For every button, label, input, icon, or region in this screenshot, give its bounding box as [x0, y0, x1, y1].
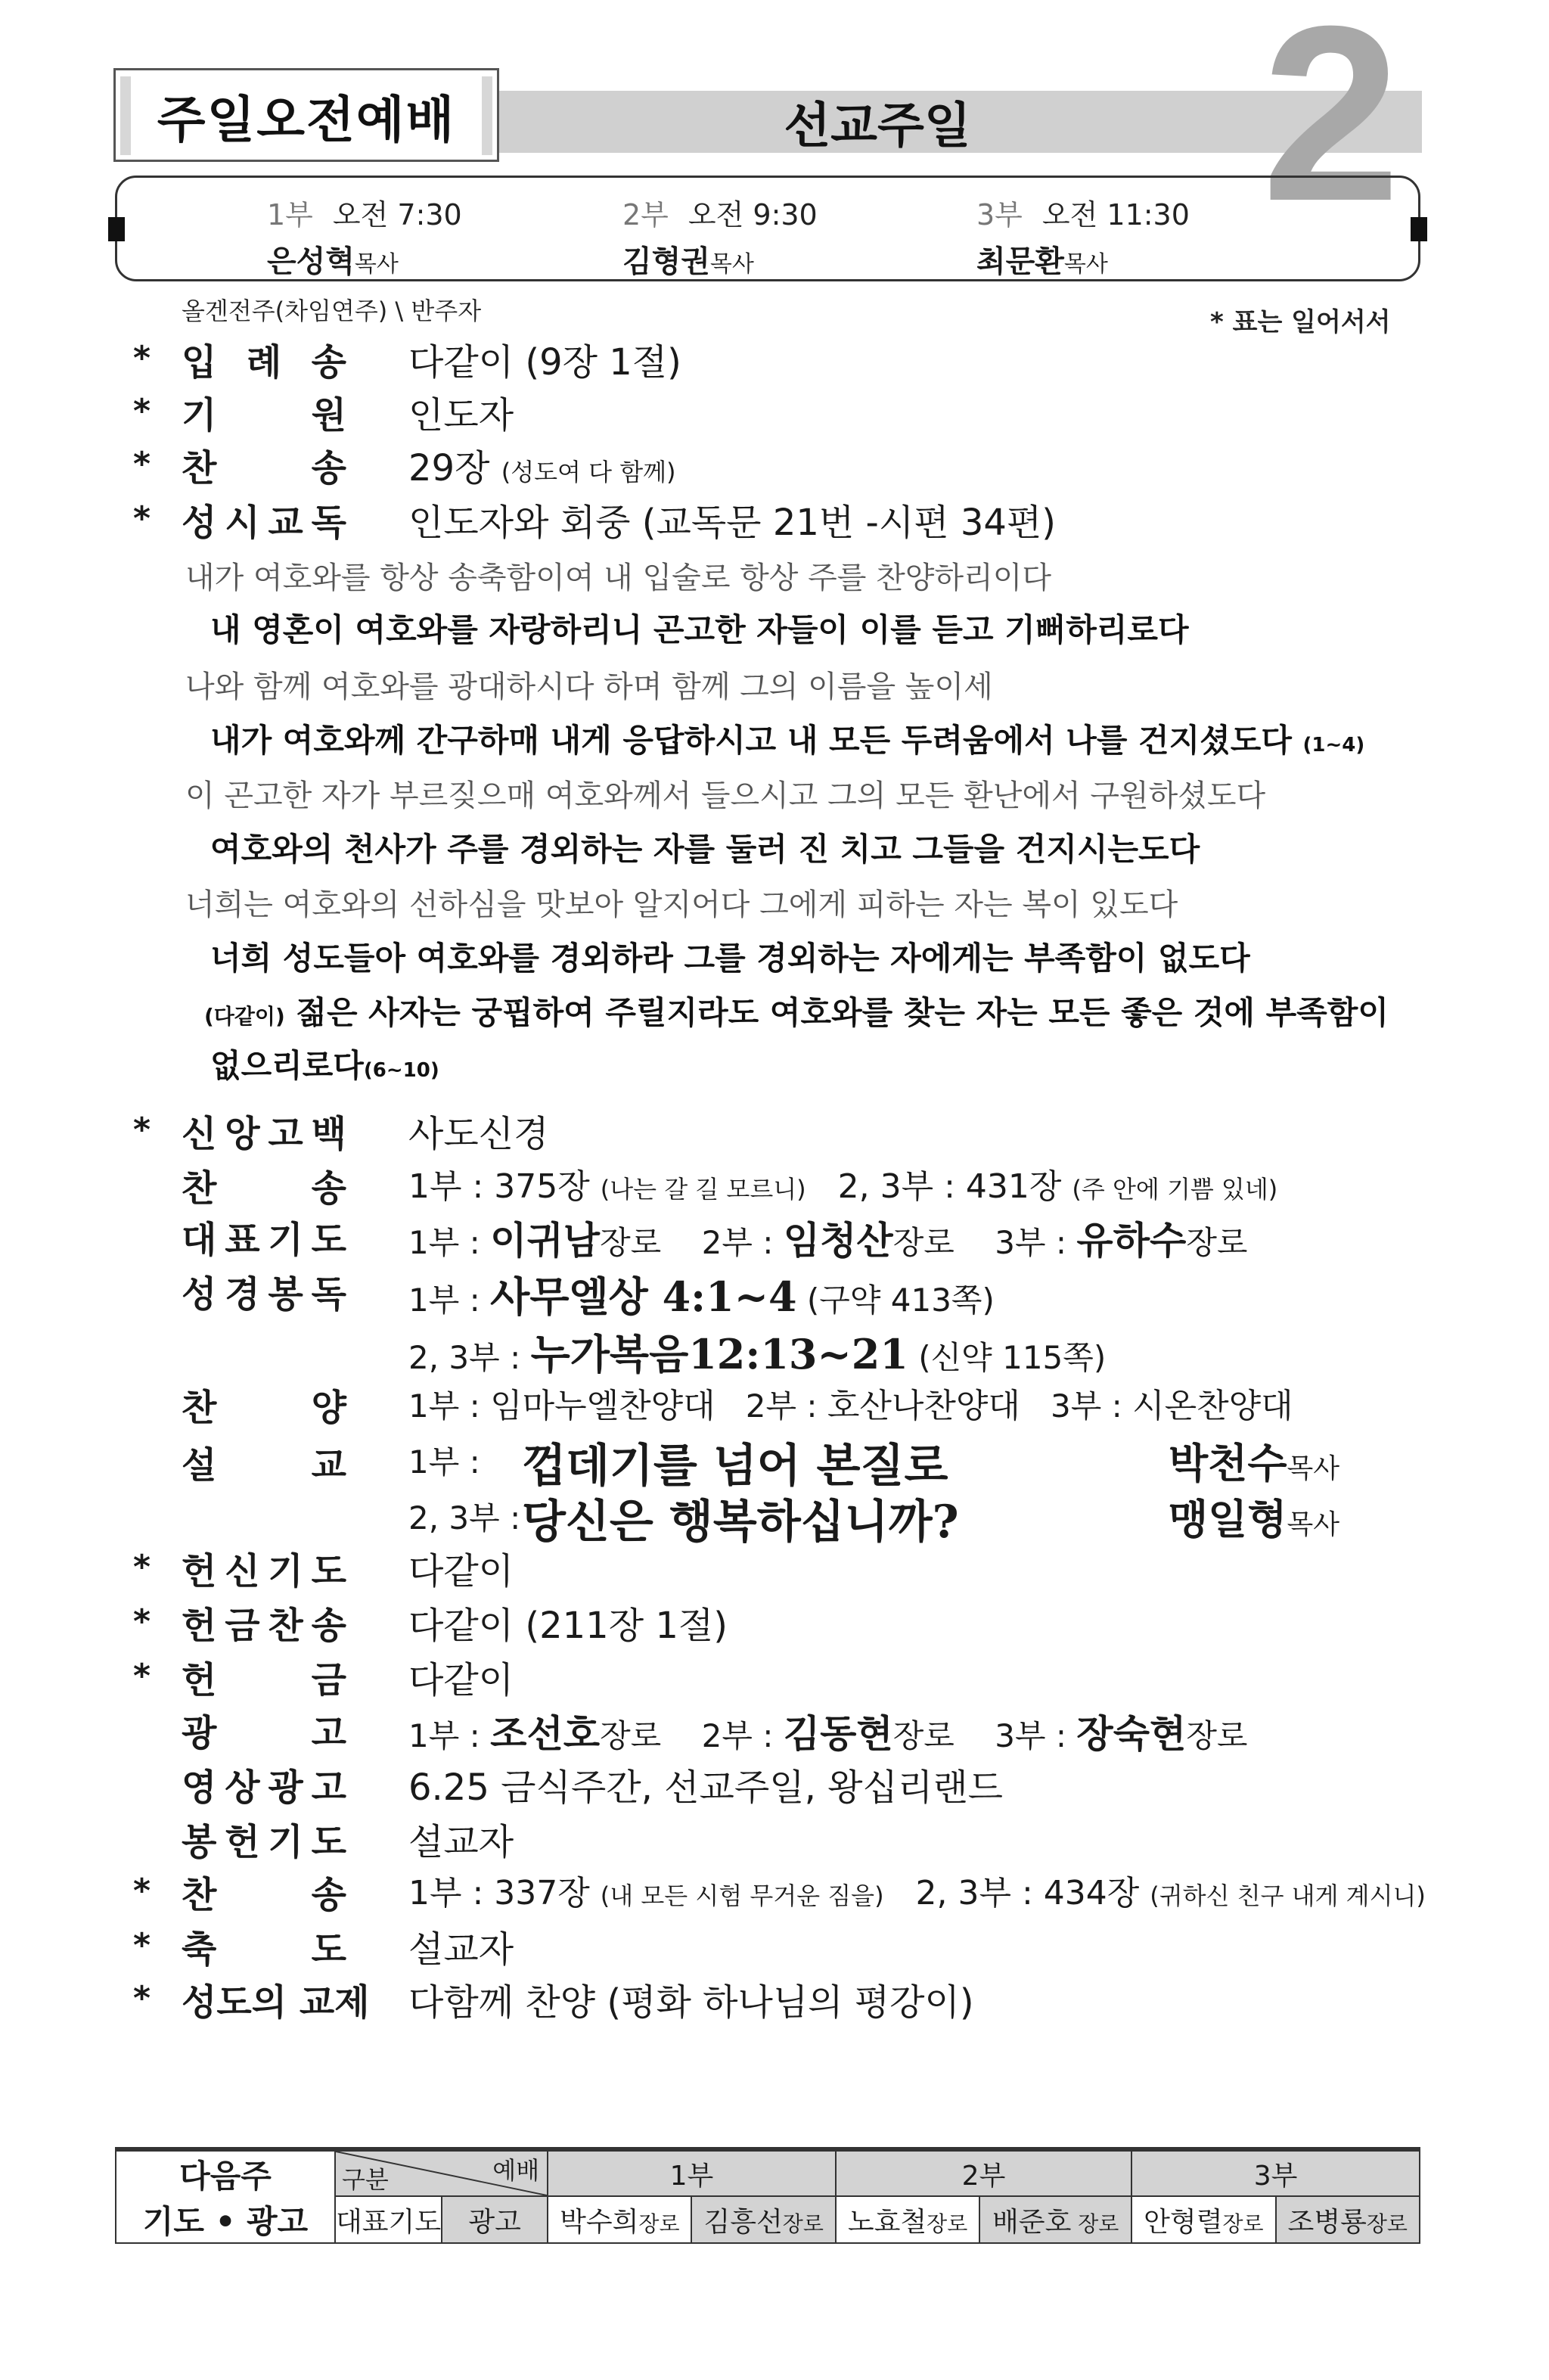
service-time: 오전 7:30 [332, 198, 462, 231]
pastor-role: 목사 [354, 251, 399, 278]
standing-mark: * [133, 445, 151, 483]
order-label: 광 고 [182, 1712, 346, 1754]
order-label: 영 상 광 고 [182, 1766, 346, 1809]
order-announcements [0, 1704, 1549, 1757]
order-responsive-reading [0, 493, 1549, 546]
part-label: 2부 [622, 198, 669, 231]
part-label: 3부 [976, 198, 1023, 231]
psalm-people-line: 없으리로다(6~10) [210, 1047, 439, 1084]
right-marker [1411, 217, 1427, 241]
part-header: 1부 [548, 2151, 836, 2196]
order-label: 성 시 교 독 [182, 502, 346, 544]
order-content: 1부 : 조선호장로 2부 : 김동현장로 3부 : 장숙현장로 [408, 1711, 1248, 1756]
order-fellowship [0, 1973, 1549, 2026]
order-content: 다같이 (211장 1절) [408, 1605, 728, 1647]
assignment-cell: 노효철장로 [836, 2196, 979, 2243]
pastor-role: 목사 [709, 251, 754, 278]
sermon-title: 껍데기를 넘어 본질로 [522, 1440, 948, 1493]
order-content: 다함께 찬양 (평화 하나님의 평강이) [408, 1981, 974, 2024]
order-content: 1부 : 337장 (내 모든 시험 무거운 짐을) 2, 3부 : 434장 (귀하신 친구 내게 계시니) [408, 1874, 1426, 1912]
order-invocation [0, 386, 1549, 439]
assignment-cell: 배준호 장로 [979, 2196, 1131, 2243]
standing-mark: * [133, 1111, 151, 1149]
organist-note: 올겐전주(차임연주) \ 반주자 [182, 297, 482, 325]
next-week-table [115, 2150, 1420, 2244]
part-label: 1부 [267, 198, 313, 231]
order-hymn-2 [0, 1159, 1549, 1212]
service-title: 주일오전예배 [157, 90, 456, 149]
order-label: 헌 신 기 도 [182, 1550, 346, 1592]
order-content: 다같이 [408, 1659, 514, 1701]
standing-mark: * [133, 1657, 151, 1695]
service-title-box [113, 68, 499, 162]
order-content: 1부 : 사무엘상 4:1~4 (구약 413쪽) [408, 1272, 995, 1321]
psalm-leader-line: 너희는 여호와의 선하심을 맛보아 알지어다 그에게 피하는 자는 복이 있도다 [185, 887, 1178, 922]
standing-mark: * [133, 339, 151, 378]
schedule-part-3 [976, 191, 1190, 281]
order-content: 설교자 [408, 1928, 514, 1971]
order-label: 기 원 [182, 394, 346, 437]
order-content: 1부 : 이귀남장로 2부 : 임청산장로 3부 : 유하수장로 [408, 1218, 1248, 1263]
table-corner-header [335, 2151, 548, 2196]
schedule-part-1 [267, 191, 462, 281]
psalm-people-line: 내 영혼이 여호와를 자랑하리니 곤고한 자들이 이를 듣고 기뻐하리로다 [210, 611, 1189, 648]
order-label: 대 표 기 도 [182, 1219, 346, 1261]
order-label: 찬 양 [182, 1387, 346, 1429]
pastor-name: 김형권 [622, 244, 710, 279]
order-label: 성도의 교제 [182, 1981, 370, 2024]
standing-mark: * [133, 1872, 151, 1910]
standing-mark: * [133, 1979, 151, 2018]
part-header: 3부 [1131, 2151, 1420, 2196]
order-entrance-hymn [0, 333, 1549, 386]
order-content: 다같이 [408, 1550, 514, 1592]
order-content: 1부 : 임마누엘찬양대 2부 : 호산나찬양대 3부 : 시온찬양대 [408, 1387, 1293, 1425]
order-sermon-2 [0, 1486, 1549, 1549]
psalm-people-line: 너희 성도들아 여호와를 경외하라 그를 경외하는 자에게는 부족함이 없도다 [210, 940, 1250, 977]
psalm-leader-line: 나와 함께 여호와를 광대하시다 하며 함께 그의 이름을 높이세 [185, 670, 993, 704]
standing-mark: * [133, 1548, 151, 1586]
assignment-cell: 박수희장로 [548, 2196, 691, 2243]
standing-mark: * [133, 1926, 151, 1965]
order-dedication-prayer [0, 1542, 1549, 1595]
order-content: 2, 3부 : 누가복음12:13~21 (신약 115쪽) [408, 1330, 1107, 1378]
order-representative-prayer [0, 1210, 1549, 1263]
order-label: 찬 송 [182, 1167, 346, 1210]
order-content: 1부 : [408, 1443, 480, 1481]
order-sermon [0, 1430, 1549, 1493]
order-offertory-prayer [0, 1813, 1549, 1866]
preacher: 맹일형목사 [1169, 1495, 1340, 1543]
psalm-leader-line: 내가 여호와를 항상 송축함이여 내 입술로 항상 주를 찬양하리이다 [185, 561, 1051, 595]
order-label: 성 경 봉 독 [182, 1273, 346, 1316]
pastor-role: 목사 [1063, 251, 1108, 278]
order-scripture-reading-2 [0, 1322, 1549, 1378]
sermon-title: 당신은 행복하십니까? [522, 1496, 959, 1549]
order-label: 헌 금 찬 송 [182, 1605, 346, 1647]
pastor-name: 최문환 [976, 244, 1064, 279]
psalm-people-line: 여호와의 천사가 주를 경외하는 자를 둘러 진 치고 그들을 건지시는도다 [210, 831, 1200, 868]
schedule-part-2 [622, 191, 818, 281]
pastor-name: 은성혁 [267, 244, 355, 279]
order-label: 봉 헌 기 도 [182, 1821, 346, 1863]
order-creed [0, 1105, 1549, 1157]
order-label: 설 교 [182, 1444, 346, 1487]
order-scripture-reading [0, 1265, 1549, 1321]
standing-mark: * [133, 1602, 151, 1641]
psalm-unison-line: (다같이) 젊은 사자는 궁핍하여 주릴지라도 여호와를 찾는 자는 모든 좋은 것에 부족함이 [204, 994, 1389, 1031]
order-label: 축 도 [182, 1928, 346, 1971]
order-offering-hymn [0, 1596, 1549, 1649]
standing-note: * 표는 일어서서 [1210, 307, 1391, 337]
psalm-leader-line: 이 곤고한 자가 부르짖으매 여호와께서 들으시고 그의 모든 환난에서 구원하셨도다 [185, 778, 1266, 813]
order-content: 사도신경 [408, 1113, 549, 1155]
order-label: 찬 송 [182, 1874, 346, 1916]
row-label-announce: 광고 [442, 2196, 548, 2243]
service-time: 오전 11:30 [1041, 198, 1190, 231]
preacher: 박천수목사 [1169, 1439, 1340, 1487]
service-time: 오전 9:30 [688, 198, 818, 231]
order-content: 1부 : 375장 (나는 갈 길 모르니) 2, 3부 : 431장 (주 안에 기쁨 있네) [408, 1167, 1278, 1206]
assignment-cell: 조병룡장로 [1276, 2196, 1420, 2243]
order-label: 찬 송 [182, 447, 346, 489]
service-schedule [115, 176, 1420, 281]
standing-mark: * [133, 392, 151, 430]
order-content: 다같이 (9장 1절) [408, 341, 681, 384]
order-hymn [0, 439, 1549, 492]
order-content: 2, 3부 : [408, 1499, 521, 1536]
order-content: 설교자 [408, 1821, 514, 1863]
order-benediction [0, 1920, 1549, 1973]
order-anthem [0, 1378, 1549, 1431]
part-header: 2부 [836, 2151, 1131, 2196]
order-content: 인도자와 회중 (교독문 21번 -시편 34편) [408, 502, 1057, 544]
order-offering [0, 1651, 1549, 1704]
verse-ref: (6~10) [363, 1059, 439, 1082]
order-content: 6.25 금식주간, 선교주일, 왕십리랜드 [408, 1766, 1003, 1809]
next-week-title: 다음주 기도 • 광고 [116, 2151, 335, 2243]
unison-label: (다같이) [204, 1004, 285, 1029]
order-content: 인도자 [408, 394, 514, 437]
order-video-announcements [0, 1758, 1549, 1811]
header-category: 구분 [342, 2165, 389, 2194]
order-label: 신 앙 고 백 [182, 1113, 346, 1155]
standing-mark: * [133, 499, 151, 538]
order-label: 헌 금 [182, 1659, 346, 1701]
row-label-prayer: 대표기도 [335, 2196, 442, 2243]
order-closing-hymn [0, 1866, 1549, 1919]
order-content: 29장 (성도여 다 함께) [408, 447, 676, 489]
header-service: 예배 [492, 2156, 540, 2185]
psalm-people-line: 내가 여호와께 간구하매 내게 응답하시고 내 모든 두려움에서 나를 건지셨도다 (1~4) [210, 722, 1365, 759]
service-subtitle: 선교주일 [784, 98, 971, 154]
assignment-cell: 김흥선장로 [691, 2196, 835, 2243]
verse-ref: (1~4) [1302, 734, 1365, 757]
assignment-cell: 안형렬장로 [1131, 2196, 1275, 2243]
page-number: 2 [1262, 0, 1401, 253]
order-label: 입 례 송 [182, 341, 346, 384]
left-marker [108, 217, 125, 241]
